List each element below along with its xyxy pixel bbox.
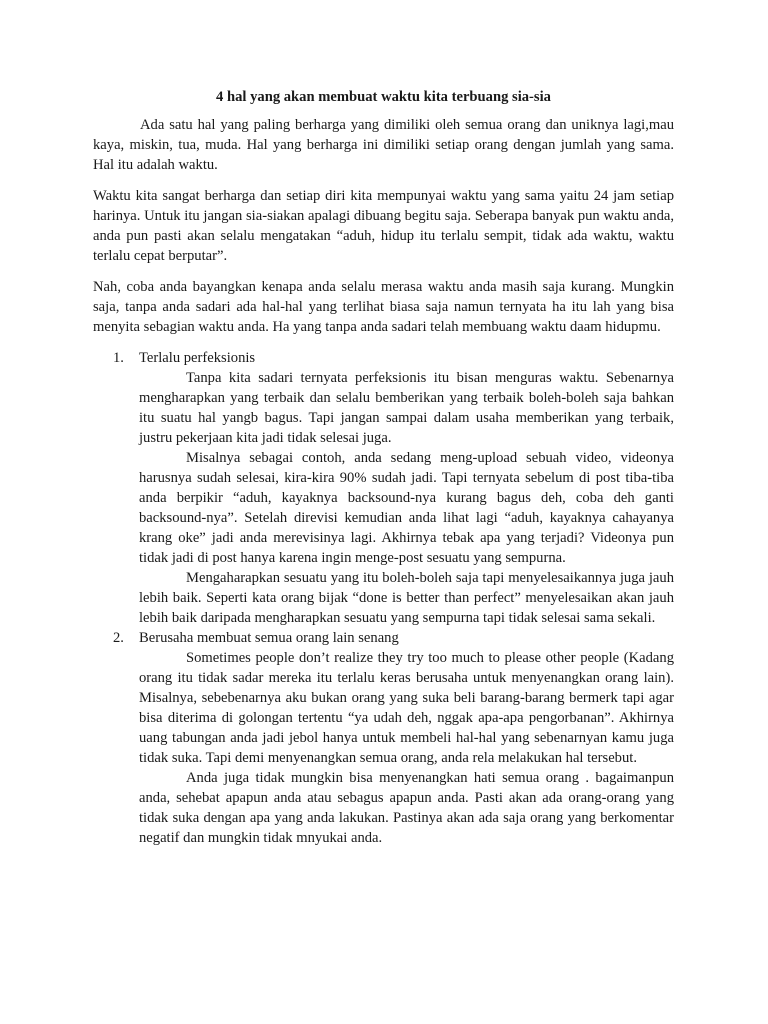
list-item-paragraph: Sometimes people don’t realize they try too much to please other people (Kadang orang itu tidak sadar mereka itu terlalu keras berusaha untuk menyenangkan orang lain). Misalnya, sebebenarnya aku bukan orang yang suka beli barang-barang bermerk tapi agar bisa diterima di golongan tertentu “ya udah deh, nggak apa-apa pengorbanan”. Akhirnya uang tabungan anda jadi jebol hanya untuk membeli hal-hal yang sebenarnyan kamu juga tidak suka. Tapi demi menyenangkan semua orang, anda rela melakukan hal tersebut.	[139, 650, 674, 766]
list-item-number: 2.	[113, 630, 124, 646]
intro-paragraph-3: Nah, coba anda bayangkan kenapa anda selalu merasa waktu anda masih saja kurang. Mungkin saja, tanpa anda sadari ada hal-hal yang terlihat biasa saja namun ternyata ha itu lah yang bisa menyita sebagian waktu anda. Ha yang tanpa anda sadari telah membuang waktu daam hidupmu.	[93, 279, 674, 335]
numbered-list	[93, 348, 674, 848]
list-item-menyenangkan-orang	[93, 628, 674, 848]
document-title: 4 hal yang akan membuat waktu kita terbuang sia-sia	[216, 89, 551, 105]
list-item-heading: Terlalu perfeksionis	[139, 350, 256, 366]
list-item-heading: Berusaha membuat semua orang lain senang	[139, 630, 399, 646]
intro-paragraph-1: Ada satu hal yang paling berharga yang dimiliki oleh semua orang dan uniknya lagi,mau kaya, miskin, tua, muda. Hal yang berharga ini dimiliki setiap orang dengan jumlah yang sama. Hal itu adalah waktu.	[93, 117, 674, 173]
list-item-perfeksionis	[93, 348, 674, 628]
list-item-paragraph: Mengaharapkan sesuatu yang itu boleh-boleh saja tapi menyelesaikannya juga jauh lebih baik. Seperti kata orang bijak “done is better than perfect” menyelesaikan akan jauh lebih baik daripada mengharapkan sesuatu yang sempurna tapi tidak selesai sama sekali.	[139, 570, 674, 626]
document-page	[93, 87, 674, 848]
list-item-number: 1.	[113, 350, 124, 366]
list-item-paragraph: Anda juga tidak mungkin bisa menyenangkan hati semua orang . bagaimanpun anda, sehebat apapun anda atau sebagus apapun anda. Pasti akan ada orang-orang yang tidak suka dengan apa yang anda lakukan. Pastinya akan ada saja orang yang berkomentar negatif dan mungkin tidak mnyukai anda.	[139, 770, 674, 846]
intro-paragraph-2: Waktu kita sangat berharga dan setiap diri kita mempunyai waktu yang sama yaitu 24 jam setiap harinya. Untuk itu jangan sia-siakan apalagi dibuang begitu saja. Seberapa banyak pun waktu anda, anda pun pasti akan selalu mengatakan “aduh, hidup itu terlalu sempit, tidak ada waktu, waktu terlalu cepat berputar”.	[93, 188, 674, 264]
list-item-paragraph: Misalnya sebagai contoh, anda sedang meng-upload sebuah video, videonya harusnya sudah selesai, kira-kira 90% sudah jadi. Tapi ternyata sebelum di post tiba-tiba anda berpikir “aduh, kayaknya backsound-nya kurang bagus deh, coba deh ganti backsound-nya”. Setelah direvisi kemudian anda lihat lagi “aduh, kayaknya cahayanya krang oke” jadi anda merevisinya lagi. Akhirnya tebak apa yang terjadi? Videonya pun tidak jadi di post hanya karena ingin menge-post sesuatu yang sempurna.	[139, 450, 674, 566]
list-item-paragraph: Tanpa kita sadari ternyata perfeksionis itu bisan menguras waktu. Sebenarnya mengharapkan yang terbaik dan selalu bemberikan yang terbaik boleh-boleh saja bahkan itu suatu hal yangb bagus. Tapi jangan sampai dalam usaha memberikan yang terbaik, justru pekerjaan kita jadi tidak selesai juga.	[139, 370, 674, 446]
